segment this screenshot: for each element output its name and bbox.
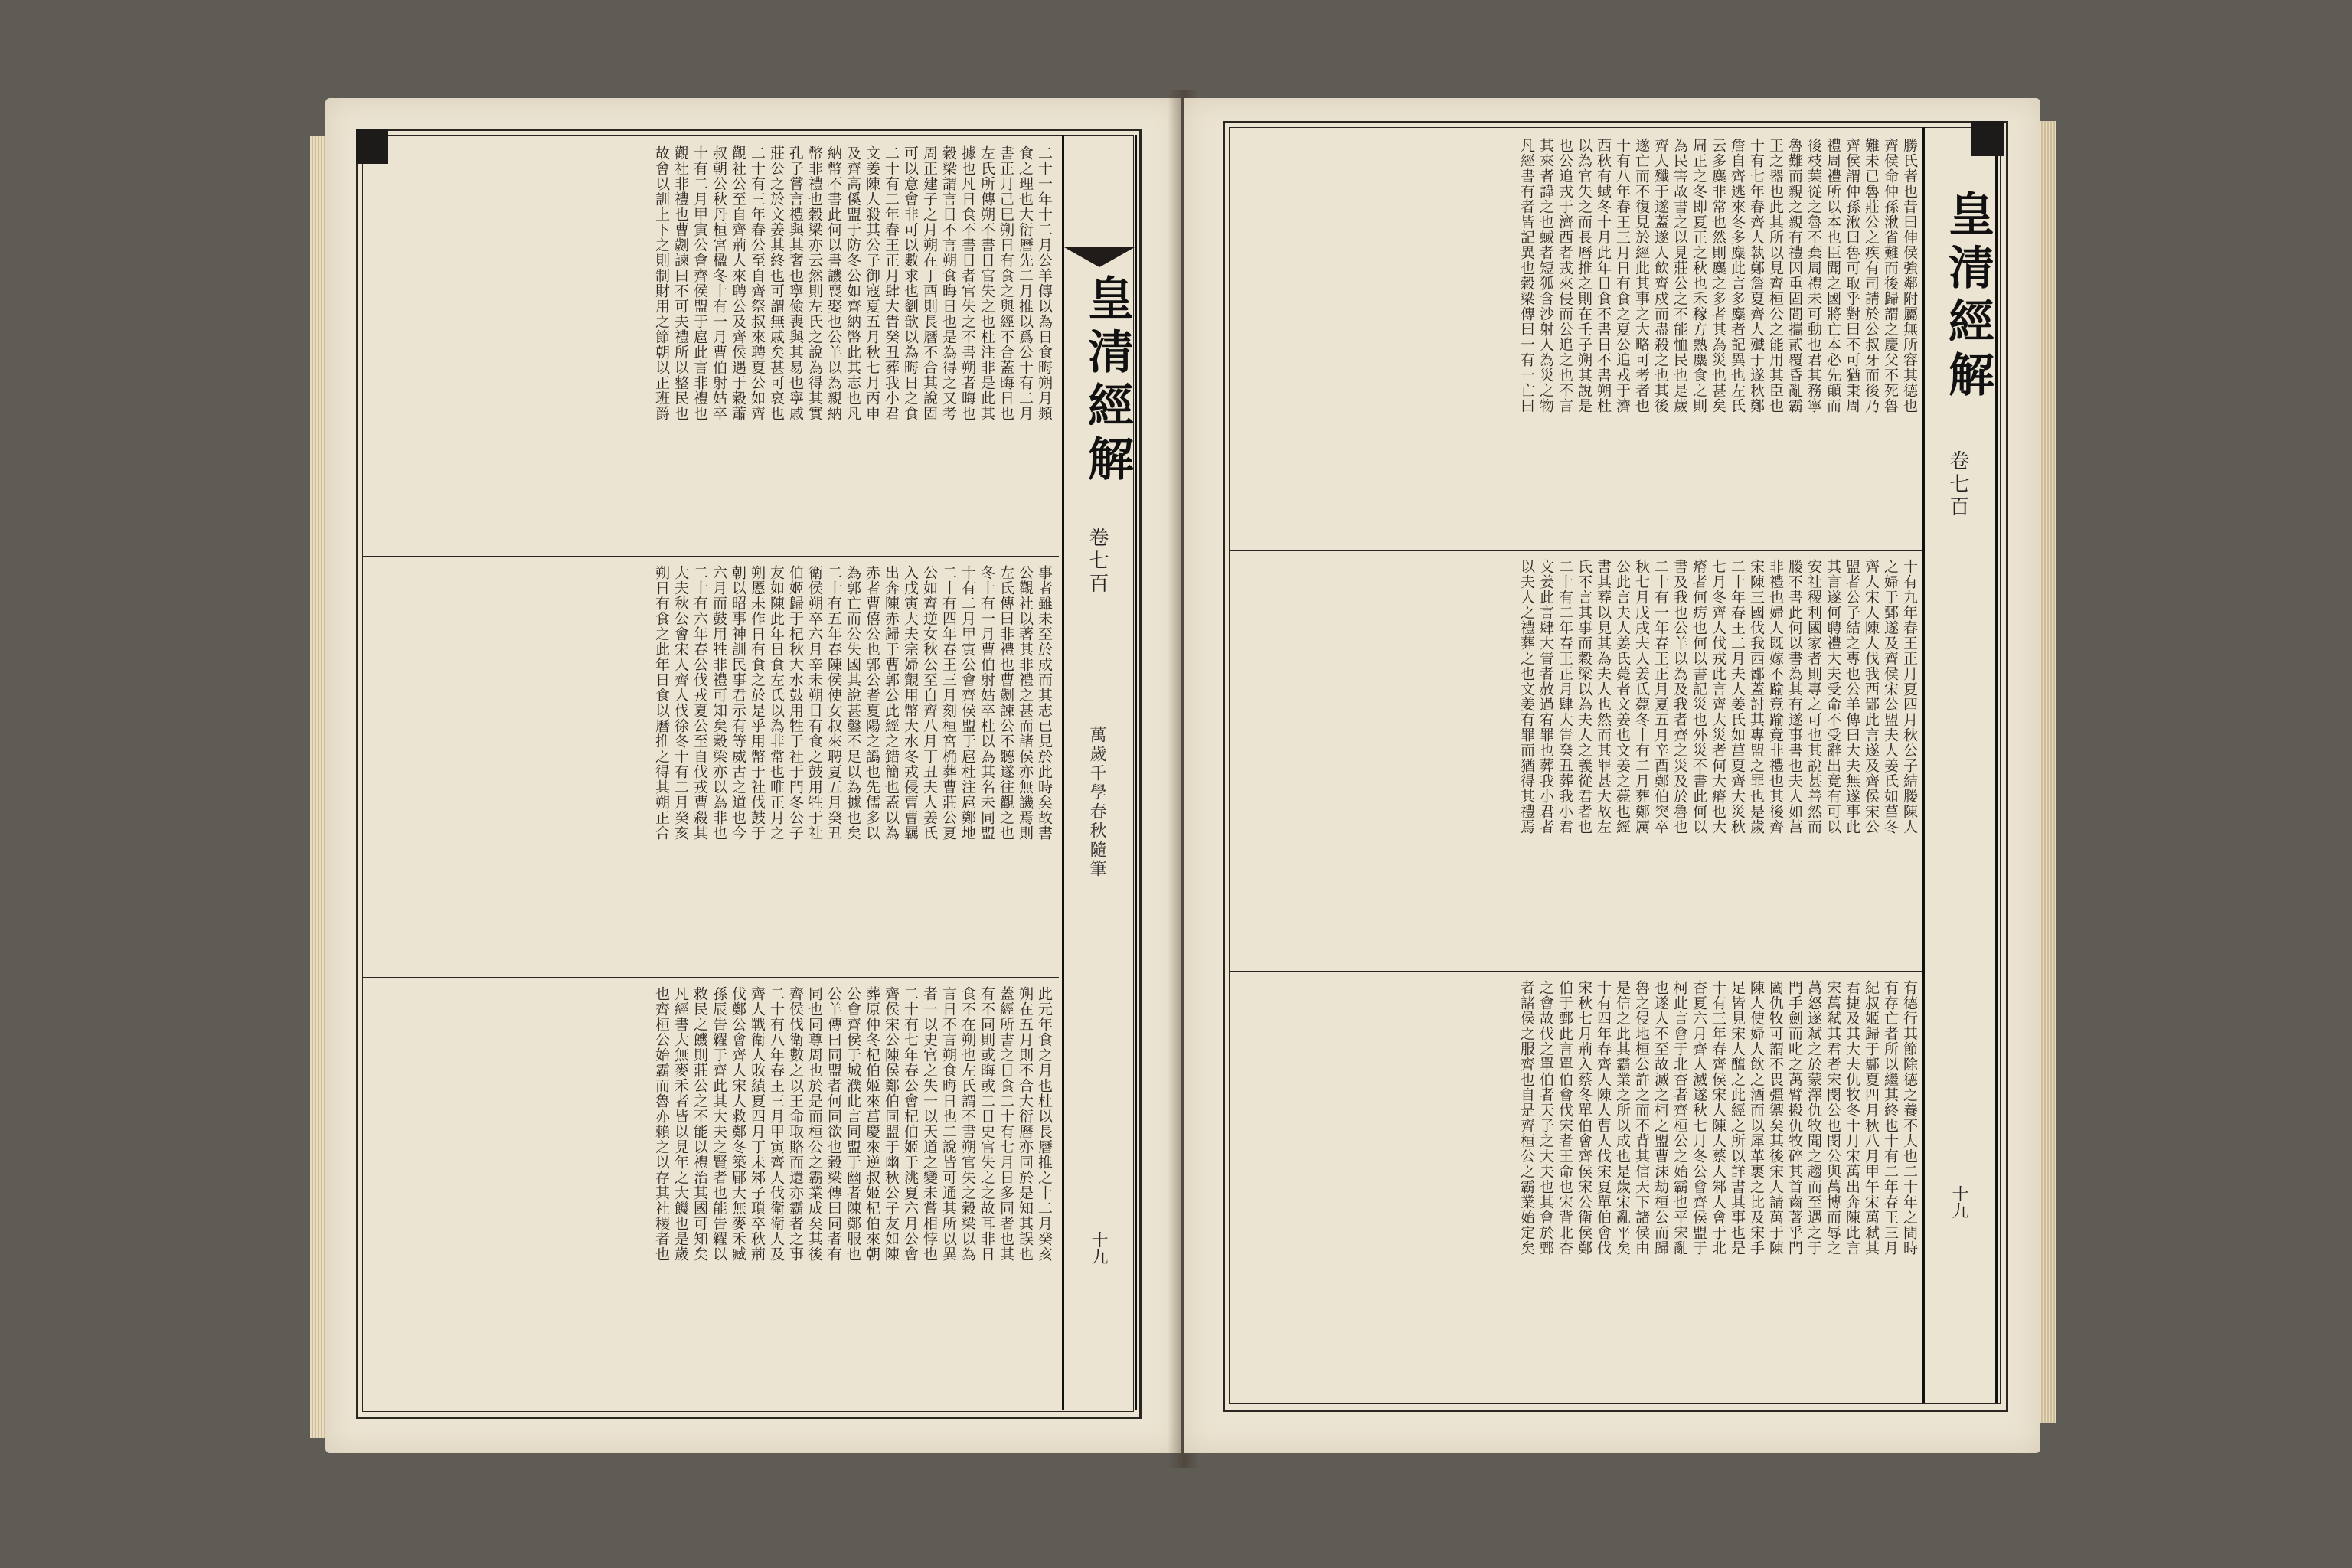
- text-column: 十有四年春齊人陳人曹人伐宋夏單伯會伐: [1595, 980, 1612, 1256]
- text-column: 十有二月甲寅公會齊侯盟于扈杜注扈鄭地: [959, 565, 976, 841]
- text-column: 以為官失之而長曆推之則在壬子朔其說是: [1576, 138, 1592, 413]
- text-column: 二十有五年春陳侯使女叔來聘夏五月癸丑: [825, 565, 842, 841]
- right-banner-title: 皇清經解: [1941, 190, 1994, 404]
- text-column: 孫辰告糴于齊此其大夫之賢者也能告糴以: [710, 986, 727, 1262]
- text-column: 孔子嘗言禮與其奢也寧儉喪與其易也寧戚: [787, 145, 804, 421]
- text-column: 禮周禮所以本也臣聞之國將亡本必先顛而: [1824, 138, 1841, 413]
- text-column: 氏不言其事而穀梁以為夫人之義從君者也: [1576, 559, 1592, 835]
- text-column: 出奔陳赤歸于曹郭公此經之錯簡也蓋以為: [883, 565, 900, 841]
- text-column: 救民之饑則莊公之不能以禮治其國可知矣: [691, 986, 708, 1262]
- text-column: 入戊寅大夫宗婦覿用幣大水冬戎侵曹曹羈: [902, 565, 919, 841]
- text-column: 宋萬弒其君者宋閔公也閔公與萬博而辱之: [1824, 980, 1841, 1256]
- text-column: 幣非禮也穀梁亦云然則左氏之說為得其實: [806, 145, 823, 421]
- text-column: 為郭亡而公失國其說甚鑿不足以為據也矣: [844, 565, 861, 841]
- left-text-section-3: [371, 986, 1053, 1406]
- text-column: 六月而鼓用牲非禮可知矣穀梁亦以為非也: [710, 565, 727, 841]
- text-column: 云多麋非常也然則麋之多者其為災也甚矣: [1710, 138, 1726, 413]
- right-text-section-2: [1238, 559, 1918, 963]
- left-page-corner-clip: [356, 129, 388, 164]
- text-column: 周正建子之月朔在丁酉則長曆不合其說固: [921, 145, 938, 421]
- text-column: 事者雖未至於成而其志已見於此時矣故書: [1036, 565, 1053, 841]
- text-column: 周正之冬即夏正之秋也禾稼方熟麋食之則: [1690, 138, 1707, 413]
- left-section-divider-2: [362, 977, 1059, 978]
- left-page-imprint: 萬歲千學春秋隨筆: [1087, 726, 1106, 879]
- text-column: 朝以昭事神訓民事君示有等威古之道也今: [730, 565, 746, 841]
- text-column: 納幣不書此何以書譏喪娶也公羊以為親納: [825, 145, 842, 421]
- text-column: 文姜陳人殺其公子御寇夏五月秋七月丙申: [864, 145, 880, 421]
- text-column: 二十有七年春公會杞伯姬于洮夏六月公會: [902, 986, 919, 1262]
- left-page: [325, 98, 1181, 1453]
- text-column: 十有七年春齊人執鄭詹夏齊人殲于遂秋鄭: [1748, 138, 1765, 413]
- text-column: 其言遂何聘禮大夫受命不受辭出竟有可以: [1824, 559, 1841, 835]
- right-section-divider-1: [1229, 550, 1922, 551]
- text-column: 有德行其節除德之養不大也二十年之間時: [1901, 980, 1918, 1256]
- text-column: 同也同尊周也於是而桓公之霸業成矣其後: [806, 986, 823, 1262]
- left-fish-tail-mark: [1064, 247, 1135, 267]
- text-column: 十有九年春王正月夏四月秋公子結媵陳人: [1901, 559, 1918, 835]
- right-text-section-3: [1238, 980, 1918, 1398]
- text-column: 紀叔姬歸于酅夏四月秋八月甲午宋萬弒其: [1863, 980, 1880, 1256]
- text-column: 書及我也公羊以為及我者齊之災及於魯也: [1671, 559, 1688, 835]
- text-column: 二十年春王二月夫人姜氏如莒夏齊大災秋: [1729, 559, 1746, 835]
- text-column: 七月冬齊人伐戎此言齊大災者何大瘠也大: [1710, 559, 1726, 835]
- text-column: 蓋經所書之日食二十有七月日多同者也其: [998, 986, 1014, 1262]
- text-column: 伐鄭公會齊人宋人救鄭冬築郿大無麥禾臧: [730, 986, 746, 1262]
- text-column: 齊侯謂仲孫湫曰魯可取乎對曰不可猶秉周: [1844, 138, 1860, 413]
- text-column: 齊侯命仲孫湫省難而後歸謂之慶父不死魯: [1882, 138, 1899, 413]
- text-column: 齊人宋人陳人伐我西鄙此言遂及齊侯宋公: [1863, 559, 1880, 835]
- text-column: 書正月己巳朔日有食之與經不合蓋晦日也: [998, 145, 1014, 421]
- text-column: 左氏所傳朔不書日官失之也杜注非是此其: [978, 145, 995, 421]
- text-column: 秋七月戊戌夫人姜氏薨冬十有二月葬鄭厲: [1633, 559, 1650, 835]
- text-column: 是信之此其霸業之所以成也是歲宋亂平矣: [1614, 980, 1631, 1256]
- text-column: 二十一年十二月公羊傳以為日食晦朔月頻: [1036, 145, 1053, 421]
- text-column: 十有二月甲寅公會齊侯盟于扈此言非禮也: [691, 145, 708, 421]
- text-column: 柯此言會于北杏者齊桓公之始霸也平宋亂: [1671, 980, 1688, 1256]
- text-column: 西秋有蜮冬十月此年日食不書日不書朔杜: [1595, 138, 1612, 413]
- left-folio-number: 十九: [1089, 1231, 1108, 1265]
- text-column: 魯之侵地桓公許之而不背其信天下諸侯由: [1633, 980, 1650, 1256]
- text-column: 齊侯伐衛數之以王命取賂而還亦霸者之事: [787, 986, 804, 1262]
- text-column: 觀社非禮也曹劌諫曰不可夫禮所以整民也: [672, 145, 689, 421]
- text-column: 君捷及其大夫仇牧冬十月宋萬出奔陳此言: [1844, 980, 1860, 1256]
- text-column: 衛侯朔卒六月辛未朔日有食之鼓用牲于社: [806, 565, 823, 841]
- text-column: 穀梁謂言日不言朔食晦日也是為得之又考: [940, 145, 957, 421]
- text-column: 足皆見宋人醢之此經之所以詳書其事也是: [1729, 980, 1746, 1256]
- text-column: 齊侯宋公陳侯鄭伯同盟于幽秋公子友如陳: [883, 986, 900, 1262]
- text-column: 叔朝公秋丹桓宮楹冬十有一月曹伯射姑卒: [710, 145, 727, 421]
- text-column: 據也凡日食不書日者官失之不書朔者晦也: [959, 145, 976, 421]
- text-column: 言日不言朔食晦日也二說皆可通其所以異: [940, 986, 957, 1262]
- text-column: 之會故伐之單伯者天子之大夫也其會於鄄: [1537, 980, 1554, 1256]
- text-column: 朔日有食之此年日食以曆推之得其朔正合: [653, 565, 670, 841]
- text-column: 凡經書大無麥禾者皆以見年之大饑也是歲: [672, 986, 689, 1262]
- text-column: 公會齊侯于城濮此言同盟于幽者陳鄭服也: [844, 986, 861, 1262]
- text-column: 凡經書有者皆記異也穀梁傳曰一有一亡曰: [1518, 138, 1535, 413]
- text-column: 勝氏者也昔曰伸侯強鄰附屬無所容其德也: [1901, 138, 1918, 413]
- right-page: [1184, 98, 2040, 1453]
- text-column: 大夫秋公會宋人齊人伐徐冬十有二月癸亥: [672, 565, 689, 841]
- text-column: 伯于鄄此言單伯會伐宋者王命也宋背北杏: [1557, 980, 1573, 1256]
- text-column: 安社稷利國家者則專之可也其說甚善然而: [1805, 559, 1822, 835]
- text-column: 也遂人不至故滅之柯之盟曹沫劫桓公而歸: [1652, 980, 1669, 1256]
- text-column: 魯難而親之親有禮因重固間攜貳覆昏亂霸: [1786, 138, 1803, 413]
- right-folio-number: 十九: [1949, 1185, 1968, 1219]
- text-column: 二十有一年春王正月夏五月辛酉鄭伯突卒: [1652, 559, 1669, 835]
- text-column: 可以意會非可以數求也劉歆以為晦日之食: [902, 145, 919, 421]
- text-column: 以夫人之禮葬之也文姜有罪而猶得其禮焉: [1518, 559, 1535, 835]
- text-column: 十有三年春齊侯宋人陳人蔡人邾人會于北: [1710, 980, 1726, 1256]
- text-column: 盟者公子結之專也公羊傳曰大夫無遂事此: [1844, 559, 1860, 835]
- right-banner-volume: 卷七百: [1946, 450, 1969, 519]
- text-column: 王之器也此其所以見齊桓公之能用其臣也: [1767, 138, 1784, 413]
- text-column: 有不同則或晦或二日史官失之之故耳非日: [978, 986, 995, 1262]
- text-column: 公如齊逆女秋公至自齊八月丁丑夫人姜氏: [921, 565, 938, 841]
- text-column: 伯姬歸于杞秋大水鼓用牲于社于門冬公子: [787, 565, 804, 841]
- text-column: 食之理也大衍曆先二月推以爲公十有二月: [1017, 145, 1034, 421]
- text-column: 二十有四年春王三月刻桓宮桷葬曹莊公夏: [940, 565, 957, 841]
- text-column: 難未已魯莊公之疾有司請於公叔牙而後乃: [1863, 138, 1880, 413]
- text-column: 二十有二年春王正月肆大眚癸丑葬我小君: [883, 145, 900, 421]
- text-column: 門手劍而叱之萬臂摋仇牧碎其首齒著乎門: [1786, 980, 1803, 1256]
- left-text-section-2: [371, 565, 1053, 969]
- text-column: 赤者曹僖公也郭公者夏陽之譌也先儒多以: [864, 565, 880, 841]
- text-column: 有存亡者所以繼其終也十有二年春王三月: [1882, 980, 1899, 1256]
- text-column: 二十有三年春公至自齊祭叔來聘夏公如齊: [749, 145, 766, 421]
- text-column: 葬原仲冬杞伯姬來莒慶來逆叔姬杞伯來朝: [864, 986, 880, 1262]
- text-column: 瘠者何疠也何以書記災也外災不書此何以: [1690, 559, 1707, 835]
- left-banner-title: 皇清經解: [1080, 274, 1134, 488]
- text-column: 文姜此言肆大眚者赦過宥罪也葬我小君者: [1537, 559, 1554, 835]
- text-column: 故會以訓上下之則制財用之節朝以正班爵: [653, 145, 670, 421]
- text-column: 媵不書此何以書為其有遂事書也夫人如莒: [1786, 559, 1803, 835]
- text-column: 其來者諱之也蜮者短狐含沙射人為災之物: [1537, 138, 1554, 413]
- text-column: 詹自齊逃來冬多麋此言多麋者記異也左氏: [1729, 138, 1746, 413]
- text-column: 二十有八年春王三月甲寅齊人伐衛衛人及: [768, 986, 785, 1262]
- text-column: 為民害故書之以見莊公之不能恤民也是歲: [1671, 138, 1688, 413]
- text-column: 左氏傳曰非禮也曹劌諫公不聽遂往觀之也: [998, 565, 1014, 841]
- text-column: 陳人使婦人飲之酒而以犀革裹之比及宋手: [1748, 980, 1765, 1256]
- text-column: 及齊高傒盟于防冬公如齊納幣此其志也凡: [844, 145, 861, 421]
- text-column: 十有八年春王三月日有食之夏公追戎于濟: [1614, 138, 1631, 413]
- text-column: 書其葬以見其為夫人也然而其罪甚大故左: [1595, 559, 1612, 835]
- text-column: 者諸侯之服齊也自是齊桓公之霸業始定矣: [1518, 980, 1535, 1256]
- text-column: 者一以史官之失一以天道之變未嘗相悖也: [921, 986, 938, 1262]
- text-column: 後枝葉從之魯不棄周禮未可動也君其務寧: [1805, 138, 1822, 413]
- text-column: 二十有二年春王正月肆大眚癸丑葬我小君: [1557, 559, 1573, 835]
- text-column: 也齊桓公始霸而魯亦賴之以存其社稷者也: [653, 986, 670, 1262]
- text-column: 朔慝未作日有食之於是乎用幣于社伐鼓于: [749, 565, 766, 841]
- text-column: 杏夏六月齊人滅遂秋七月冬公會齊侯盟于: [1690, 980, 1707, 1256]
- right-page-corner-clip: [1971, 121, 2004, 156]
- left-section-divider-1: [362, 556, 1059, 557]
- right-text-section-1: [1238, 138, 1918, 544]
- text-column: 此元年食之月也杜以長曆推之十二月癸亥: [1036, 986, 1053, 1262]
- text-column: 齊人殲于遂蓋遂人飲齊戍而盡殺之也其後: [1652, 138, 1669, 413]
- text-column: 也公追戎于濟西者戎來侵而公追之也不言: [1557, 138, 1573, 413]
- text-column: 遂亡而不復見於經此其事之大略可考者也: [1633, 138, 1650, 413]
- left-text-section-1: [371, 145, 1053, 550]
- text-column: 宋秋七月荊入蔡冬單伯會齊侯宋公衛侯鄭: [1576, 980, 1592, 1256]
- text-column: 宋陳三國伐我西鄙蓋討其專盟之罪也是歲: [1748, 559, 1765, 835]
- open-book: [310, 90, 2056, 1468]
- text-column: 二十有六年春公伐戎夏公至自伐戎曹殺其: [691, 565, 708, 841]
- text-column: 觀社公至自齊荊人來聘公及齊侯遇于穀蕭: [730, 145, 746, 421]
- text-column: 莊公之於文姜其終也可謂無戚矣甚可哀也: [768, 145, 785, 421]
- text-column: 公觀社以著其非禮之甚而諸侯亦無譏焉則: [1017, 565, 1034, 841]
- text-column: 非禮也婦人既嫁不踰竟踰竟非禮也其後齊: [1767, 559, 1784, 835]
- text-column: 冬十有一月曹伯射姑卒杜以為其名未同盟: [978, 565, 995, 841]
- text-column: 之婦于鄄遂及齊侯宋公盟夫人姜氏如莒冬: [1882, 559, 1899, 835]
- text-column: 食不在朔也左氏謂不書朔官失之穀梁以為: [959, 986, 976, 1262]
- text-column: 萬怒遂弒之於蒙澤仇牧聞之趨而至遇之于: [1805, 980, 1822, 1256]
- text-column: 闔仇牧可謂不畏彊禦矣其後宋人請萬于陳: [1767, 980, 1784, 1256]
- text-column: 友如陳此年日食左氏以為非常也唯正月之: [768, 565, 785, 841]
- text-column: 公羊傳曰同盟者何同欲也穀梁傳曰同者有: [825, 986, 842, 1262]
- text-column: 公此言夫人姜氏薨者文姜也文姜之薨也經: [1614, 559, 1631, 835]
- left-banner-volume: 卷七百: [1086, 527, 1109, 596]
- text-column: 齊人戰衛人敗績夏四月丁未邾子瑣卒秋荊: [749, 986, 766, 1262]
- right-section-divider-2: [1229, 971, 1922, 972]
- text-column: 朔在五月則不合大衍曆亦同於是知其誤也: [1017, 986, 1034, 1262]
